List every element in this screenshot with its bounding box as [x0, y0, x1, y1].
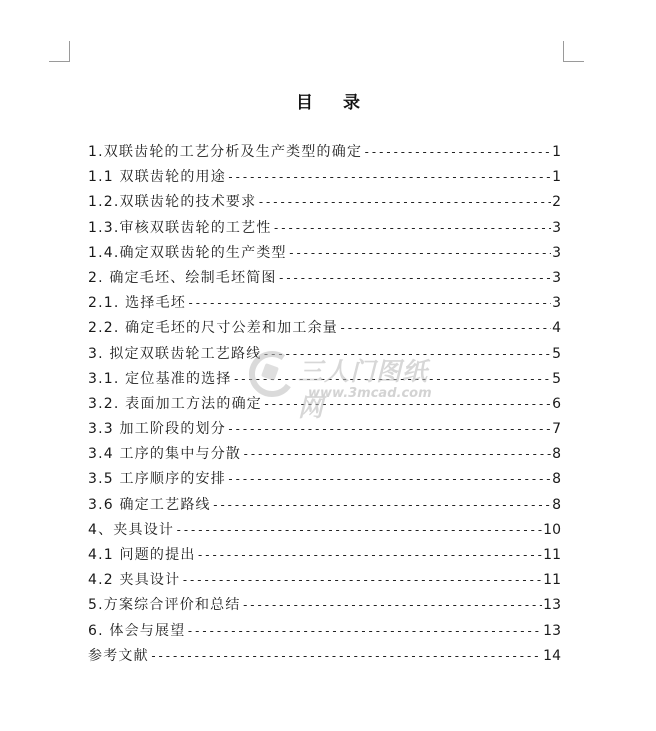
- toc-dot-leader: [363, 140, 551, 165]
- toc-entry-label: 6. 体会与展望: [88, 622, 186, 639]
- toc-dot-leader: [257, 190, 551, 215]
- toc-dot-leader: [242, 593, 543, 618]
- toc-entry[interactable]: [88, 593, 561, 618]
- toc-entry[interactable]: [88, 266, 561, 291]
- page-corner-mark-top-left: [49, 41, 70, 62]
- toc-entry-page-number: 3: [552, 295, 561, 312]
- toc-entry-page-number: 1: [552, 144, 561, 160]
- toc-entry[interactable]: [88, 417, 561, 442]
- toc-entry-label: 2. 确定毛坯、绘制毛坯简图: [88, 269, 277, 286]
- toc-entry[interactable]: [88, 367, 561, 392]
- toc-entry-label: 参考文献: [88, 647, 149, 664]
- toc-dot-leader: [227, 467, 551, 492]
- toc-dot-leader: [262, 342, 551, 367]
- toc-entry[interactable]: [88, 543, 561, 568]
- toc-dot-leader: [227, 417, 551, 442]
- toc-entry[interactable]: [88, 518, 561, 543]
- toc-entry[interactable]: [88, 619, 561, 644]
- toc-entry-label: 1.2.双联齿轮的技术要求: [88, 194, 257, 211]
- toc-dot-leader: [186, 619, 542, 644]
- toc-entry-label: 1.1 双联齿轮的用途: [88, 169, 226, 186]
- toc-entry-page-number: 5: [552, 345, 561, 362]
- toc-entry-page-number: 5: [552, 370, 561, 387]
- toc-entry[interactable]: [88, 165, 561, 190]
- toc-entry-label: 3.4 工序的集中与分散: [88, 446, 242, 463]
- toc-dot-leader: [181, 568, 542, 593]
- toc-dot-leader: [227, 165, 551, 190]
- toc-entry-page-number: 8: [552, 446, 561, 463]
- toc-dot-leader: [233, 367, 552, 392]
- toc-entry[interactable]: [88, 568, 561, 593]
- table-of-contents: [88, 140, 561, 669]
- toc-entry-page-number: 4: [552, 320, 561, 337]
- toc-entry-label: 4.2 夹具设计: [88, 572, 181, 589]
- toc-dot-leader: [263, 392, 551, 417]
- toc-entry-label: 1.4.确定双联齿轮的生产类型: [88, 244, 287, 261]
- toc-entry-label: 4、夹具设计: [88, 521, 175, 538]
- toc-entry-page-number: 3: [552, 244, 561, 261]
- toc-entry-label: 3.1. 定位基准的选择: [88, 370, 232, 387]
- toc-dot-leader: [175, 518, 542, 543]
- toc-entry-page-number: 14: [543, 647, 561, 664]
- toc-dot-leader: [288, 241, 551, 266]
- toc-entry-label: 1.双联齿轮的工艺分析及生产类型的确定: [88, 144, 363, 160]
- toc-entry-label: 3.5 工序顺序的安排: [88, 471, 226, 488]
- toc-entry-page-number: 13: [543, 597, 561, 614]
- toc-entry-label: 3.2. 表面加工方法的确定: [88, 395, 262, 412]
- watermark-url: www.3mcad.com: [308, 386, 432, 401]
- toc-entry-label: 1.3.审核双联齿轮的工艺性: [88, 219, 272, 236]
- toc-dot-leader: [197, 543, 543, 568]
- toc-entry-page-number: 1: [552, 169, 561, 186]
- toc-entry[interactable]: [88, 442, 561, 467]
- toc-entry-label: 3.3 加工阶段的划分: [88, 421, 226, 438]
- toc-dot-leader: [273, 216, 552, 241]
- toc-dot-leader: [339, 316, 551, 341]
- toc-entry[interactable]: [88, 342, 561, 367]
- toc-entry[interactable]: [88, 493, 561, 518]
- toc-entry-page-number: 7: [552, 421, 561, 438]
- toc-entry-label: 3. 拟定双联齿轮工艺路线: [88, 345, 262, 362]
- toc-entry[interactable]: [88, 291, 561, 316]
- toc-entry-page-number: 11: [543, 572, 561, 589]
- toc-entry-page-number: 10: [543, 521, 561, 538]
- toc-entry-label: 5.方案综合评价和总结: [88, 597, 241, 614]
- toc-entry[interactable]: [88, 216, 561, 241]
- toc-entry-page-number: 3: [552, 219, 561, 236]
- toc-entry[interactable]: [88, 644, 561, 669]
- toc-entry[interactable]: [88, 190, 561, 215]
- toc-entry-label: 3.6 确定工艺路线: [88, 496, 211, 513]
- toc-entry[interactable]: [88, 467, 561, 492]
- toc-entry-page-number: 13: [543, 622, 561, 639]
- toc-entry[interactable]: [88, 140, 561, 165]
- toc-entry[interactable]: [88, 392, 561, 417]
- toc-title: 目 录: [296, 93, 372, 113]
- toc-entry-page-number: 2: [552, 194, 561, 211]
- toc-entry-page-number: 3: [552, 269, 561, 286]
- toc-entry-page-number: 6: [552, 395, 561, 412]
- toc-dot-leader: [187, 291, 551, 316]
- toc-entry-label: 4.1 问题的提出: [88, 547, 196, 563]
- toc-entry[interactable]: [88, 241, 561, 266]
- toc-dot-leader: [242, 442, 551, 467]
- toc-dot-leader: [150, 644, 542, 669]
- toc-entry-page-number: 8: [552, 496, 561, 513]
- toc-dot-leader: [278, 266, 551, 291]
- toc-dot-leader: [212, 493, 551, 518]
- toc-entry-label: 2.1. 选择毛坯: [88, 295, 186, 312]
- page-corner-mark-top-right: [563, 41, 584, 62]
- toc-entry-page-number: 8: [552, 471, 561, 488]
- toc-entry-page-number: 11: [543, 547, 561, 563]
- toc-entry[interactable]: [88, 316, 561, 341]
- toc-entry-label: 2.2. 确定毛坯的尺寸公差和加工余量: [88, 320, 338, 337]
- watermark-text: 三人门图纸网: [298, 357, 429, 422]
